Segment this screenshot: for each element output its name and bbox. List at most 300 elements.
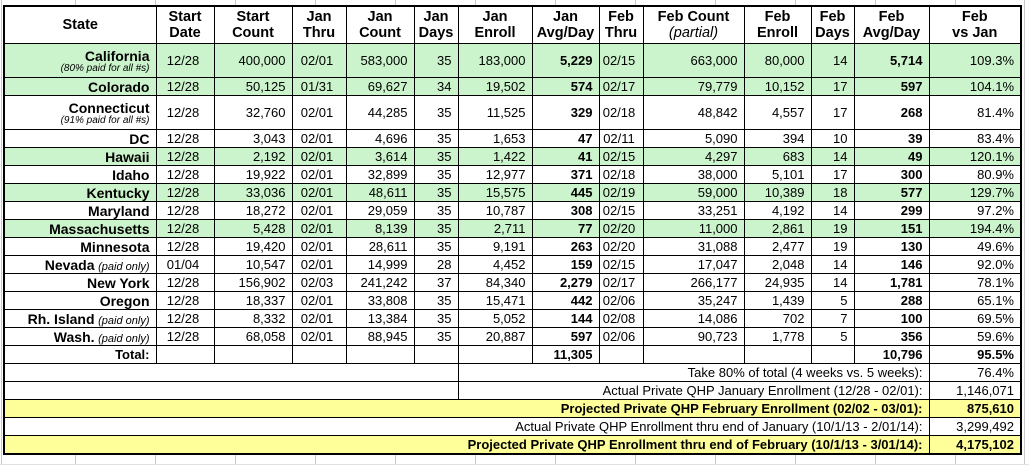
state-row-dc	[4, 130, 1021, 148]
cell-state[interactable]	[4, 202, 156, 220]
cell-feb-count[interactable]: 14,086	[643, 310, 744, 328]
summary-value[interactable]: 3,299,492	[929, 418, 1021, 436]
cell-jan-days[interactable]: 37	[414, 274, 458, 292]
cell-start-count[interactable]: 3,043	[214, 130, 292, 148]
column-header-subtext: (partial)	[668, 25, 719, 41]
cell-start-count[interactable]: 8,332	[214, 310, 292, 328]
cell-start-date[interactable]: 12/28	[156, 184, 214, 202]
cell-feb-thru[interactable]: 02/06	[599, 328, 643, 346]
cell-jan-avg-day[interactable]: 263	[532, 238, 599, 256]
column-header-subtext: Avg/Day	[536, 25, 595, 41]
cell-jan-days[interactable]: 35	[414, 44, 458, 78]
cell-feb-thru[interactable]: 02/17	[599, 78, 643, 96]
summary-value[interactable]: 875,610	[929, 400, 1021, 418]
cell-jan-thru[interactable]: 01/31	[292, 78, 346, 96]
total-jan-avg-day[interactable]: 11,305	[532, 346, 599, 364]
column-header-text: Jan	[423, 9, 449, 25]
cell-jan-count[interactable]: 48,611	[346, 184, 414, 202]
summary-label[interactable]: Actual Private QHP Enrollment thru end of January (10/1/13 - 2/01/14):	[4, 418, 929, 436]
cell-jan-count[interactable]: 14,999	[346, 256, 414, 274]
cell-jan-count[interactable]: 32,899	[346, 166, 414, 184]
column-header-jan-enroll[interactable]	[458, 6, 532, 44]
column-header-jan-thru[interactable]	[292, 6, 346, 44]
cell-jan-count[interactable]: 241,242	[346, 274, 414, 292]
cell-jan-count[interactable]: 583,000	[346, 44, 414, 78]
state-row-wash	[4, 328, 1021, 346]
cell-feb-thru[interactable]: 02/15	[599, 202, 643, 220]
spreadsheet-gridline-right	[1024, 0, 1025, 464]
column-header-text: Feb	[764, 9, 791, 25]
cell-empty[interactable]	[346, 346, 414, 364]
cell-feb-thru[interactable]: 02/20	[599, 238, 643, 256]
cell-jan-count[interactable]: 29,059	[346, 202, 414, 220]
cell-feb-enroll[interactable]: 10,152	[744, 78, 811, 96]
cell-jan-count[interactable]: 8,139	[346, 220, 414, 238]
cell-start-date[interactable]: 12/28	[156, 166, 214, 184]
cell-jan-thru[interactable]: 02/01	[292, 256, 346, 274]
cell-jan-avg-day[interactable]: 329	[532, 96, 599, 130]
cell-start-count[interactable]: 68,058	[214, 328, 292, 346]
cell-start-date[interactable]: 12/28	[156, 96, 214, 130]
cell-feb-vs-jan[interactable]: 109.3%	[929, 44, 1021, 78]
column-header-subtext: Date	[169, 25, 201, 41]
cell-start-count[interactable]: 156,902	[214, 274, 292, 292]
cell-state[interactable]	[4, 220, 156, 238]
cell-jan-enroll[interactable]: 1,422	[458, 148, 532, 166]
cell-jan-count[interactable]: 33,808	[346, 292, 414, 310]
cell-jan-enroll[interactable]: 15,575	[458, 184, 532, 202]
cell-feb-thru[interactable]: 02/15	[599, 44, 643, 78]
cell-jan-enroll[interactable]: 11,525	[458, 96, 532, 130]
cell-state[interactable]	[4, 96, 156, 130]
cell-start-count[interactable]: 19,420	[214, 238, 292, 256]
cell-feb-vs-jan[interactable]: 78.1%	[929, 274, 1021, 292]
cell-feb-days[interactable]: 17	[811, 78, 854, 96]
total-feb-avg-day[interactable]: 10,796	[854, 346, 929, 364]
state-name: DC	[129, 130, 150, 147]
cell-jan-count[interactable]: 4,696	[346, 130, 414, 148]
summary-row-actual-enrollment-thru-january	[4, 418, 1021, 436]
cell-feb-days[interactable]: 7	[811, 310, 854, 328]
cell-state[interactable]	[4, 274, 156, 292]
cell-feb-vs-jan[interactable]: 80.9%	[929, 166, 1021, 184]
cell-feb-avg-day[interactable]: 300	[854, 166, 929, 184]
cell-feb-enroll[interactable]: 1,778	[744, 328, 811, 346]
cell-feb-enroll[interactable]: 2,048	[744, 256, 811, 274]
total-feb-vs-jan[interactable]: 95.5%	[929, 346, 1021, 364]
cell-feb-thru[interactable]: 02/18	[599, 96, 643, 130]
cell-jan-thru[interactable]: 02/01	[292, 96, 346, 130]
cell-feb-count[interactable]: 11,000	[643, 220, 744, 238]
cell-feb-count[interactable]: 663,000	[643, 44, 744, 78]
state-row-idaho	[4, 166, 1021, 184]
state-row-massachusetts	[4, 220, 1021, 238]
cell-jan-enroll[interactable]: 9,191	[458, 238, 532, 256]
cell-feb-thru[interactable]: 02/17	[599, 274, 643, 292]
cell-jan-days[interactable]: 35	[414, 292, 458, 310]
summary-value[interactable]: 76.4%	[929, 364, 1021, 382]
cell-feb-avg-day[interactable]: 100	[854, 310, 929, 328]
cell-state[interactable]	[4, 184, 156, 202]
column-header-feb-days[interactable]	[811, 6, 854, 44]
cell-jan-count[interactable]: 28,611	[346, 238, 414, 256]
column-header-text: Jan	[482, 9, 508, 25]
column-header-subtext: Days	[418, 25, 454, 41]
state-name: Wash.	[53, 328, 95, 345]
cell-feb-days[interactable]: 14	[811, 256, 854, 274]
cell-feb-days[interactable]: 17	[811, 166, 854, 184]
state-note: (paid only)	[98, 332, 150, 345]
cell-feb-thru[interactable]: 02/15	[599, 256, 643, 274]
column-header-jan-count[interactable]	[346, 6, 414, 44]
cell-feb-days[interactable]: 18	[811, 184, 854, 202]
cell-start-date[interactable]: 12/28	[156, 148, 214, 166]
cell-start-date[interactable]: 12/28	[156, 292, 214, 310]
cell-jan-avg-day[interactable]: 159	[532, 256, 599, 274]
state-row-connecticut	[4, 96, 1021, 130]
cell-feb-enroll[interactable]: 10,389	[744, 184, 811, 202]
cell-feb-days[interactable]: 19	[811, 220, 854, 238]
cell-jan-enroll[interactable]: 20,887	[458, 328, 532, 346]
cell-jan-days[interactable]: 35	[414, 130, 458, 148]
cell-empty[interactable]	[4, 364, 458, 382]
cell-jan-days[interactable]: 34	[414, 78, 458, 96]
column-header-feb-avg-day[interactable]	[854, 6, 929, 44]
column-header-text: Feb	[819, 9, 846, 25]
state-name: Oregon	[99, 292, 150, 309]
cell-start-count[interactable]: 10,547	[214, 256, 292, 274]
cell-jan-avg-day[interactable]: 371	[532, 166, 599, 184]
cell-jan-avg-day[interactable]: 442	[532, 292, 599, 310]
cell-feb-enroll[interactable]: 5,101	[744, 166, 811, 184]
state-name: California	[84, 47, 150, 64]
column-header-start-count[interactable]	[214, 6, 292, 44]
cell-state[interactable]	[4, 44, 156, 78]
column-header-subtext: Avg/Day	[862, 25, 921, 41]
cell-start-count[interactable]: 18,272	[214, 202, 292, 220]
cell-feb-count[interactable]: 38,000	[643, 166, 744, 184]
cell-feb-days[interactable]: 5	[811, 292, 854, 310]
cell-feb-avg-day[interactable]: 151	[854, 220, 929, 238]
state-row-maryland	[4, 202, 1021, 220]
cell-feb-avg-day[interactable]: 39	[854, 130, 929, 148]
cell-start-date[interactable]: 12/28	[156, 78, 214, 96]
cell-state[interactable]	[4, 292, 156, 310]
cell-feb-vs-jan[interactable]: 97.2%	[929, 202, 1021, 220]
cell-feb-thru[interactable]: 02/18	[599, 166, 643, 184]
cell-state[interactable]	[4, 310, 156, 328]
cell-jan-thru[interactable]: 02/01	[292, 328, 346, 346]
cell-empty[interactable]	[214, 346, 292, 364]
state-name: Idaho	[112, 166, 150, 183]
cell-feb-avg-day[interactable]: 299	[854, 202, 929, 220]
column-header-text: Jan	[553, 9, 578, 25]
cell-start-date[interactable]: 12/28	[156, 44, 214, 78]
cell-jan-days[interactable]: 35	[414, 166, 458, 184]
summary-label[interactable]: Take 80% of total (4 weeks vs. 5 weeks):	[458, 364, 929, 382]
cell-feb-avg-day[interactable]: 5,714	[854, 44, 929, 78]
state-note: (paid only)	[98, 260, 150, 273]
cell-jan-days[interactable]: 35	[414, 202, 458, 220]
cell-start-date[interactable]: 01/04	[156, 256, 214, 274]
total-row	[4, 346, 1021, 364]
cell-start-date[interactable]: 12/28	[156, 220, 214, 238]
cell-jan-days[interactable]: 35	[414, 148, 458, 166]
cell-feb-count[interactable]: 59,000	[643, 184, 744, 202]
cell-empty[interactable]	[744, 346, 811, 364]
cell-feb-vs-jan[interactable]: 81.4%	[929, 96, 1021, 130]
cell-feb-vs-jan[interactable]: 69.5%	[929, 310, 1021, 328]
summary-label[interactable]: Projected Private QHP Enrollment thru end of February (10/1/13 - 3/01/14):	[4, 436, 929, 455]
column-header-feb-count[interactable]	[643, 6, 744, 44]
cell-feb-thru[interactable]: 02/15	[599, 148, 643, 166]
cell-jan-avg-day[interactable]: 77	[532, 220, 599, 238]
cell-start-date[interactable]: 12/28	[156, 202, 214, 220]
summary-value[interactable]: 4,175,102	[929, 436, 1021, 455]
column-header-feb-enroll[interactable]	[744, 6, 811, 44]
cell-feb-count[interactable]: 266,177	[643, 274, 744, 292]
cell-jan-enroll[interactable]: 1,653	[458, 130, 532, 148]
cell-feb-count[interactable]: 90,723	[643, 328, 744, 346]
cell-feb-enroll[interactable]: 24,935	[744, 274, 811, 292]
cell-feb-count[interactable]: 5,090	[643, 130, 744, 148]
cell-feb-days[interactable]: 14	[811, 274, 854, 292]
state-note: (80% paid for all #s)	[60, 62, 150, 74]
column-header-jan-days[interactable]	[414, 6, 458, 44]
cell-jan-days[interactable]: 28	[414, 256, 458, 274]
cell-jan-enroll[interactable]: 12,977	[458, 166, 532, 184]
cell-feb-avg-day[interactable]: 356	[854, 328, 929, 346]
cell-feb-thru[interactable]: 02/06	[599, 292, 643, 310]
cell-jan-count[interactable]: 44,285	[346, 96, 414, 130]
cell-jan-enroll[interactable]: 183,000	[458, 44, 532, 78]
cell-feb-thru[interactable]: 02/19	[599, 184, 643, 202]
cell-jan-count[interactable]: 69,627	[346, 78, 414, 96]
cell-feb-enroll[interactable]: 702	[744, 310, 811, 328]
column-header-text: Feb	[608, 9, 634, 25]
cell-jan-thru[interactable]: 02/01	[292, 130, 346, 148]
cell-jan-enroll[interactable]: 5,052	[458, 310, 532, 328]
cell-feb-enroll[interactable]: 2,477	[744, 238, 811, 256]
state-note: (91% paid for all #s)	[60, 114, 150, 126]
cell-feb-days[interactable]: 5	[811, 328, 854, 346]
cell-jan-avg-day[interactable]: 5,229	[532, 44, 599, 78]
cell-feb-count[interactable]: 35,247	[643, 292, 744, 310]
total-label[interactable]: Total:	[4, 346, 156, 364]
cell-empty[interactable]	[811, 346, 854, 364]
enrollment-table	[3, 5, 1022, 455]
cell-feb-count[interactable]: 31,088	[643, 238, 744, 256]
cell-feb-vs-jan[interactable]: 104.1%	[929, 78, 1021, 96]
cell-feb-avg-day[interactable]: 49	[854, 148, 929, 166]
state-row-nevada	[4, 256, 1021, 274]
cell-start-count[interactable]: 19,922	[214, 166, 292, 184]
summary-label[interactable]: Projected Private QHP February Enrollment (02/02 - 03/01):	[4, 400, 929, 418]
column-header-text: Feb Count	[657, 9, 730, 25]
cell-empty[interactable]	[156, 346, 214, 364]
cell-feb-vs-jan[interactable]: 83.4%	[929, 130, 1021, 148]
cell-jan-thru[interactable]: 02/01	[292, 202, 346, 220]
cell-start-date[interactable]: 12/28	[156, 238, 214, 256]
cell-feb-days[interactable]: 14	[811, 202, 854, 220]
cell-start-count[interactable]: 400,000	[214, 44, 292, 78]
cell-feb-count[interactable]: 79,779	[643, 78, 744, 96]
cell-jan-avg-day[interactable]: 308	[532, 202, 599, 220]
cell-jan-avg-day[interactable]: 2,279	[532, 274, 599, 292]
cell-feb-days[interactable]: 17	[811, 96, 854, 130]
state-row-hawaii	[4, 148, 1021, 166]
cell-jan-enroll[interactable]: 10,787	[458, 202, 532, 220]
cell-jan-avg-day[interactable]: 41	[532, 148, 599, 166]
column-header-feb-vs-jan[interactable]	[929, 6, 1021, 44]
cell-feb-days[interactable]: 19	[811, 238, 854, 256]
cell-jan-thru[interactable]: 02/01	[292, 220, 346, 238]
cell-jan-avg-day[interactable]: 445	[532, 184, 599, 202]
cell-feb-avg-day[interactable]: 146	[854, 256, 929, 274]
column-header-subtext: vs Jan	[952, 25, 998, 41]
column-header-text: State	[62, 17, 98, 33]
cell-jan-thru[interactable]: 02/01	[292, 238, 346, 256]
column-header-state[interactable]	[4, 6, 156, 44]
cell-empty[interactable]	[458, 346, 532, 364]
cell-start-count[interactable]: 2,192	[214, 148, 292, 166]
cell-feb-days[interactable]: 10	[811, 130, 854, 148]
cell-jan-avg-day[interactable]: 574	[532, 78, 599, 96]
column-header-subtext: Days	[815, 25, 850, 41]
cell-jan-thru[interactable]: 02/01	[292, 310, 346, 328]
cell-feb-enroll[interactable]: 4,557	[744, 96, 811, 130]
column-header-start-date[interactable]	[156, 6, 214, 44]
cell-feb-vs-jan[interactable]: 194.4%	[929, 220, 1021, 238]
cell-feb-count[interactable]: 33,251	[643, 202, 744, 220]
cell-start-date[interactable]: 12/28	[156, 130, 214, 148]
column-header-feb-thru[interactable]	[599, 6, 643, 44]
cell-feb-avg-day[interactable]: 597	[854, 78, 929, 96]
cell-jan-thru[interactable]: 02/01	[292, 184, 346, 202]
cell-feb-days[interactable]: 14	[811, 44, 854, 78]
cell-feb-thru[interactable]: 02/20	[599, 220, 643, 238]
cell-jan-days[interactable]: 35	[414, 238, 458, 256]
cell-jan-avg-day[interactable]: 47	[532, 130, 599, 148]
cell-state[interactable]	[4, 148, 156, 166]
header-row	[4, 6, 1021, 44]
cell-jan-days[interactable]: 35	[414, 96, 458, 130]
cell-state[interactable]	[4, 166, 156, 184]
cell-start-date[interactable]: 12/28	[156, 274, 214, 292]
table-header	[4, 6, 1021, 44]
state-row-oregon	[4, 292, 1021, 310]
cell-feb-count[interactable]: 48,842	[643, 96, 744, 130]
cell-feb-vs-jan[interactable]: 92.0%	[929, 256, 1021, 274]
column-header-subtext: Thru	[604, 25, 638, 41]
cell-feb-vs-jan[interactable]: 120.1%	[929, 148, 1021, 166]
cell-start-date[interactable]: 12/28	[156, 328, 214, 346]
cell-jan-thru[interactable]: 02/03	[292, 274, 346, 292]
cell-feb-thru[interactable]: 02/11	[599, 130, 643, 148]
summary-row-take-80-percent	[4, 364, 1021, 382]
cell-feb-vs-jan[interactable]: 49.6%	[929, 238, 1021, 256]
state-row-rh-island	[4, 310, 1021, 328]
state-note: (paid only)	[98, 314, 150, 327]
cell-feb-avg-day[interactable]: 130	[854, 238, 929, 256]
cell-feb-enroll[interactable]: 1,439	[744, 292, 811, 310]
cell-empty[interactable]	[414, 346, 458, 364]
cell-feb-vs-jan[interactable]: 59.6%	[929, 328, 1021, 346]
cell-state[interactable]	[4, 130, 156, 148]
cell-feb-avg-day[interactable]: 577	[854, 184, 929, 202]
cell-empty[interactable]	[599, 346, 643, 364]
cell-state[interactable]	[4, 256, 156, 274]
cell-jan-days[interactable]: 35	[414, 310, 458, 328]
cell-feb-enroll[interactable]: 394	[744, 130, 811, 148]
cell-state[interactable]	[4, 78, 156, 96]
cell-jan-avg-day[interactable]: 144	[532, 310, 599, 328]
cell-jan-days[interactable]: 35	[414, 184, 458, 202]
cell-jan-count[interactable]: 3,614	[346, 148, 414, 166]
cell-feb-thru[interactable]: 02/08	[599, 310, 643, 328]
cell-start-count[interactable]: 50,125	[214, 78, 292, 96]
state-name: New York	[86, 274, 150, 291]
cell-start-count[interactable]: 32,760	[214, 96, 292, 130]
cell-jan-thru[interactable]: 02/01	[292, 166, 346, 184]
column-header-jan-avg-day[interactable]	[532, 6, 599, 44]
cell-start-count[interactable]: 5,428	[214, 220, 292, 238]
cell-jan-days[interactable]: 35	[414, 220, 458, 238]
cell-empty[interactable]	[643, 346, 744, 364]
cell-feb-avg-day[interactable]: 268	[854, 96, 929, 130]
cell-jan-count[interactable]: 13,384	[346, 310, 414, 328]
summary-label[interactable]: Actual Private QHP January Enrollment (12/28 - 02/01):	[458, 382, 929, 400]
state-name: Connecticut	[68, 99, 150, 116]
cell-feb-vs-jan[interactable]: 65.1%	[929, 292, 1021, 310]
cell-jan-days[interactable]: 35	[414, 328, 458, 346]
cell-empty[interactable]	[292, 346, 346, 364]
cell-start-count[interactable]: 18,337	[214, 292, 292, 310]
cell-feb-vs-jan[interactable]: 129.7%	[929, 184, 1021, 202]
cell-state[interactable]	[4, 238, 156, 256]
cell-feb-enroll[interactable]: 683	[744, 148, 811, 166]
cell-empty[interactable]	[4, 382, 458, 400]
cell-jan-count[interactable]: 88,945	[346, 328, 414, 346]
cell-feb-avg-day[interactable]: 1,781	[854, 274, 929, 292]
summary-value[interactable]: 1,146,071	[929, 382, 1021, 400]
cell-start-count[interactable]: 33,036	[214, 184, 292, 202]
cell-jan-enroll[interactable]: 84,340	[458, 274, 532, 292]
column-header-subtext: Count	[359, 25, 401, 41]
cell-jan-thru[interactable]: 02/01	[292, 44, 346, 78]
cell-feb-enroll[interactable]: 2,861	[744, 220, 811, 238]
cell-jan-thru[interactable]: 02/01	[292, 292, 346, 310]
cell-feb-enroll[interactable]: 4,192	[744, 202, 811, 220]
state-name: Maryland	[88, 202, 150, 219]
cell-jan-thru[interactable]: 02/01	[292, 148, 346, 166]
cell-feb-avg-day[interactable]: 288	[854, 292, 929, 310]
column-header-subtext: Count	[232, 25, 274, 41]
column-header-text: Feb	[961, 9, 988, 25]
cell-feb-days[interactable]: 14	[811, 148, 854, 166]
cell-jan-enroll[interactable]: 19,502	[458, 78, 532, 96]
cell-jan-enroll[interactable]: 15,471	[458, 292, 532, 310]
column-header-text: Start	[236, 9, 270, 25]
cell-feb-enroll[interactable]: 80,000	[744, 44, 811, 78]
cell-jan-enroll[interactable]: 2,711	[458, 220, 532, 238]
cell-feb-count[interactable]: 4,297	[643, 148, 744, 166]
cell-jan-enroll[interactable]: 4,452	[458, 256, 532, 274]
cell-feb-count[interactable]: 17,047	[643, 256, 744, 274]
cell-jan-avg-day[interactable]: 597	[532, 328, 599, 346]
cell-start-date[interactable]: 12/28	[156, 310, 214, 328]
cell-state[interactable]	[4, 328, 156, 346]
